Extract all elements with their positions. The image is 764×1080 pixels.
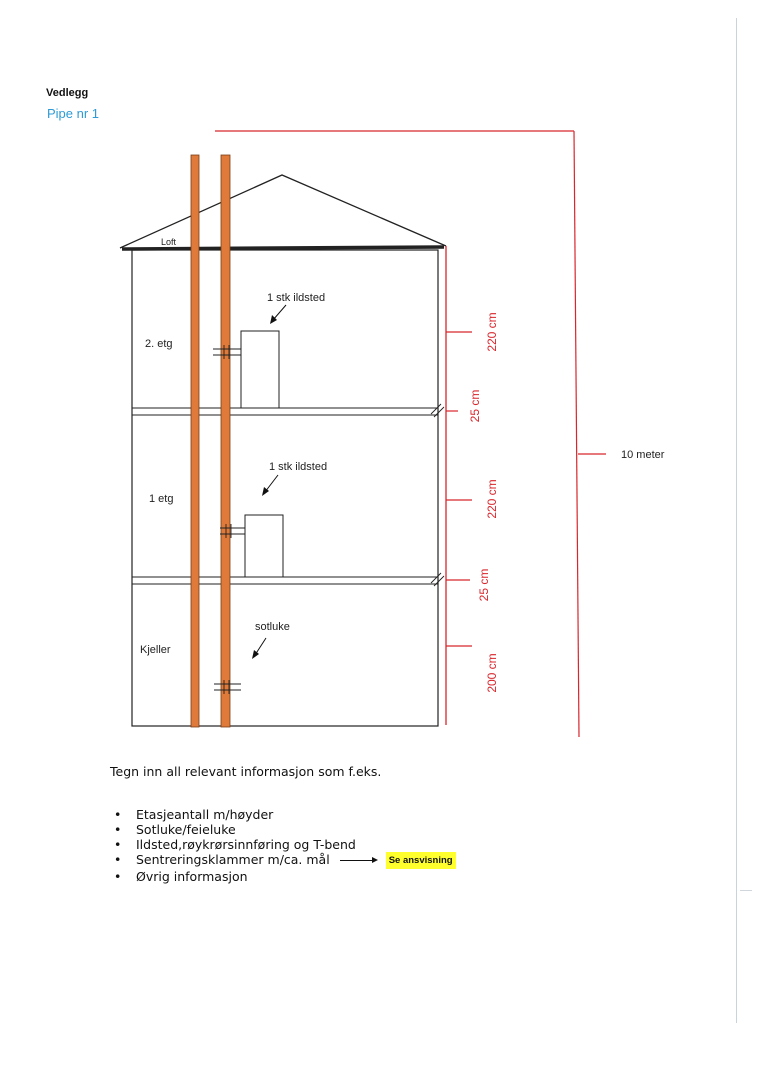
list-item-text: Ildsted,røykrørsinnføring og T-bend [136,837,356,852]
appliance-label-1-etg: 1 stk ildsted [269,461,328,473]
see-reference-badge: Se ansvisning [386,852,456,869]
instructions-intro: Tegn inn all relevant informasjon som f.eks. [110,764,382,779]
dim-label-kjeller: 200 cm [485,653,499,693]
list-item [136,807,456,822]
arrow-right-icon [340,860,374,861]
total-height-vertical [574,131,579,737]
document-subtitle: Pipe nr 1 [47,106,100,121]
roof-eave-line [122,247,444,249]
dim-label-1-etg: 220 cm [485,479,499,519]
list-item [136,837,456,852]
appliance-label-2-etg: 1 stk ildsted [267,292,326,304]
list-item-text: Sentreringsklammer m/ca. mål [136,852,330,867]
list-item [136,852,456,869]
floor-label-1-etg: 1 etg [149,493,174,505]
sootdoor-label: sotluke [255,621,290,633]
chimney-pipe-right [221,155,230,727]
list-item-text: Sotluke/feieluke [136,822,236,837]
instructions-list [112,807,456,884]
floor-label-kjeller: Kjeller [140,644,171,656]
building-outline [132,250,438,726]
dim-label-slab-lower: 25 cm [477,568,491,602]
fireplace-1-etg [245,515,283,577]
dim-label-slab-upper: 25 cm [468,389,482,423]
loft-label: Loft [161,237,177,247]
list-item-text: Etasjeantall m/høyder [136,807,274,822]
list-item [136,822,456,837]
arrow-2-etg [273,305,286,320]
dim-label-2-etg: 220 cm [485,312,499,352]
fireplace-2-etg [241,331,279,408]
total-height-label: 10 meter [621,449,665,461]
list-item [136,869,456,884]
chimney-pipe-left [191,155,199,727]
document-title: Vedlegg [46,87,89,99]
floor-label-2-etg: 2. etg [145,338,173,350]
list-item-text: Øvrig informasjon [136,869,248,884]
